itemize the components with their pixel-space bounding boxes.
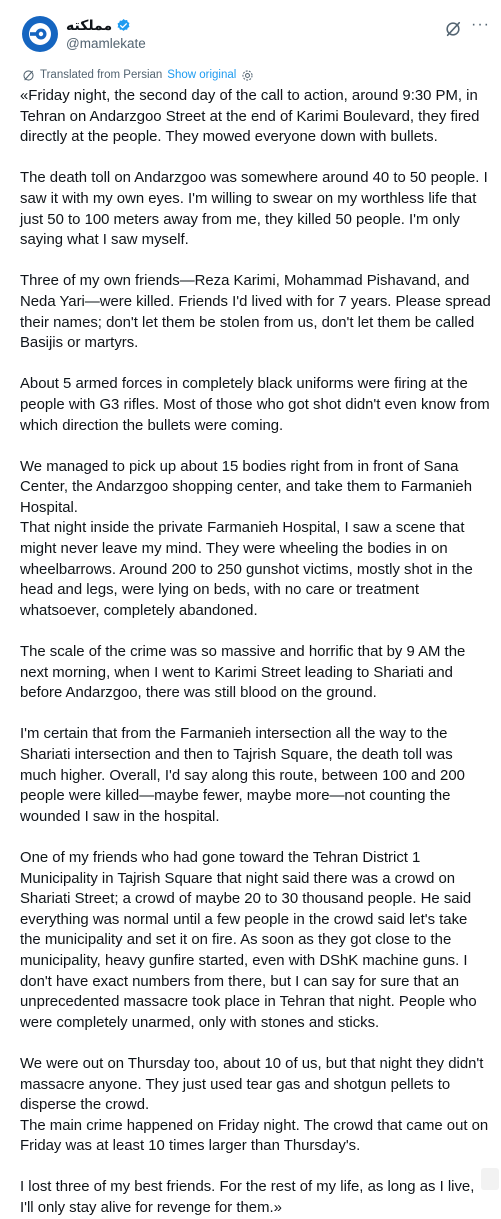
translate-icon xyxy=(22,69,35,82)
avatar[interactable] xyxy=(22,16,58,52)
tweet-text: «Friday night, the second day of the call to action, around 9:30 PM, in Tehran on Andarzgoo Street at the end of Karimi Boulevard, they fired directly at the people. They mowed everyone down with bullets. The death toll on Andarzgoo was somewhere around 40 to 50 people. I saw it with my own eyes. I'm willing to swear on my worthless life that just 50 to 100 meters away from me, they killed 50 people. I'm only saying what I saw myself. Three of my own friends—Reza Karimi, Mohammad Pishavand, and Neda Yari—were killed. Friends I'd lived with for 7 years. Please spread their names; don't let them be stolen from us, don't let them be called Basijis or martyrs. About 5 armed forces in completely black uniforms were firing at the people with G3 rifles. Most of those who got shot didn't even know from which direction the bullets were coming. We managed to pick up about 15 bodies right from in front of Sana Center, the Andarzgoo shopping center, and take them to Farmanieh Hospital. That night inside the private Farmanieh Hospital, I saw a scene that might never leave my mind. They were wheeling the bodies in on wheelbarrows. Around 200 to 250 gunshot victims, mostly shot in the head and legs, were lying on beds, with no care or treatment whatsoever, completely abandoned. The scale of the crime was so massive and horrific that by 9 AM the next morning, when I went to Karimi Street leading to Shariati and before Andarzgoo, there was still blood on the ground. I'm certain that from the Farmanieh intersection all the way to the Shariati intersection and then to Tajrish Square, the death toll was much higher. Overall, I'd say along this route, between 100 and 200 people were killed—maybe fewer, maybe more—not counting the wounded I saw in the hospital. One of my friends who had gone toward the Tehran District 1 Municipality in Tajrish Square that night said there was a crowd on Shariati Street; a crowd of maybe 20 to 30 thousand people. He said everything was normal until a few people in the crowd said let's take the municipality and set it on fire. As soon as they got close to the municipality, heavy gunfire started, even with DShK machine guns. I don't have exact numbers from there, but I can say for sure that an unprecedented massacre took place in Tehran that night. People who were completely unarmed, only with stones and sticks. We were out on Thursday too, about 10 of us, but that night they didn't massacre anyone. They just used tear gas and shotgun pellets to disperse the crowd. The main crime happened on Friday night. The crowd that came out on Friday was at least 10 times larger than Thursday's. I lost three of my best friends. For the rest of my life, as long as I live, I'll only stay alive for revenge for them.» xyxy=(20,88,491,1217)
verified-badge-icon xyxy=(116,18,131,33)
scroll-indicator xyxy=(481,1168,499,1190)
show-original-link[interactable]: Show original xyxy=(167,69,237,81)
more-options-icon[interactable]: ··· xyxy=(471,16,490,33)
name-row xyxy=(66,17,131,34)
user-handle[interactable]: @mamlekate xyxy=(66,36,146,51)
display-name[interactable]: مملکته xyxy=(66,17,113,33)
tweet-header xyxy=(22,14,492,60)
logo-avatar-icon xyxy=(27,21,53,47)
translation-notice xyxy=(22,66,254,84)
translated-label: Translated from Persian xyxy=(40,69,163,81)
grok-icon[interactable] xyxy=(444,20,462,38)
gear-icon[interactable] xyxy=(241,69,254,82)
